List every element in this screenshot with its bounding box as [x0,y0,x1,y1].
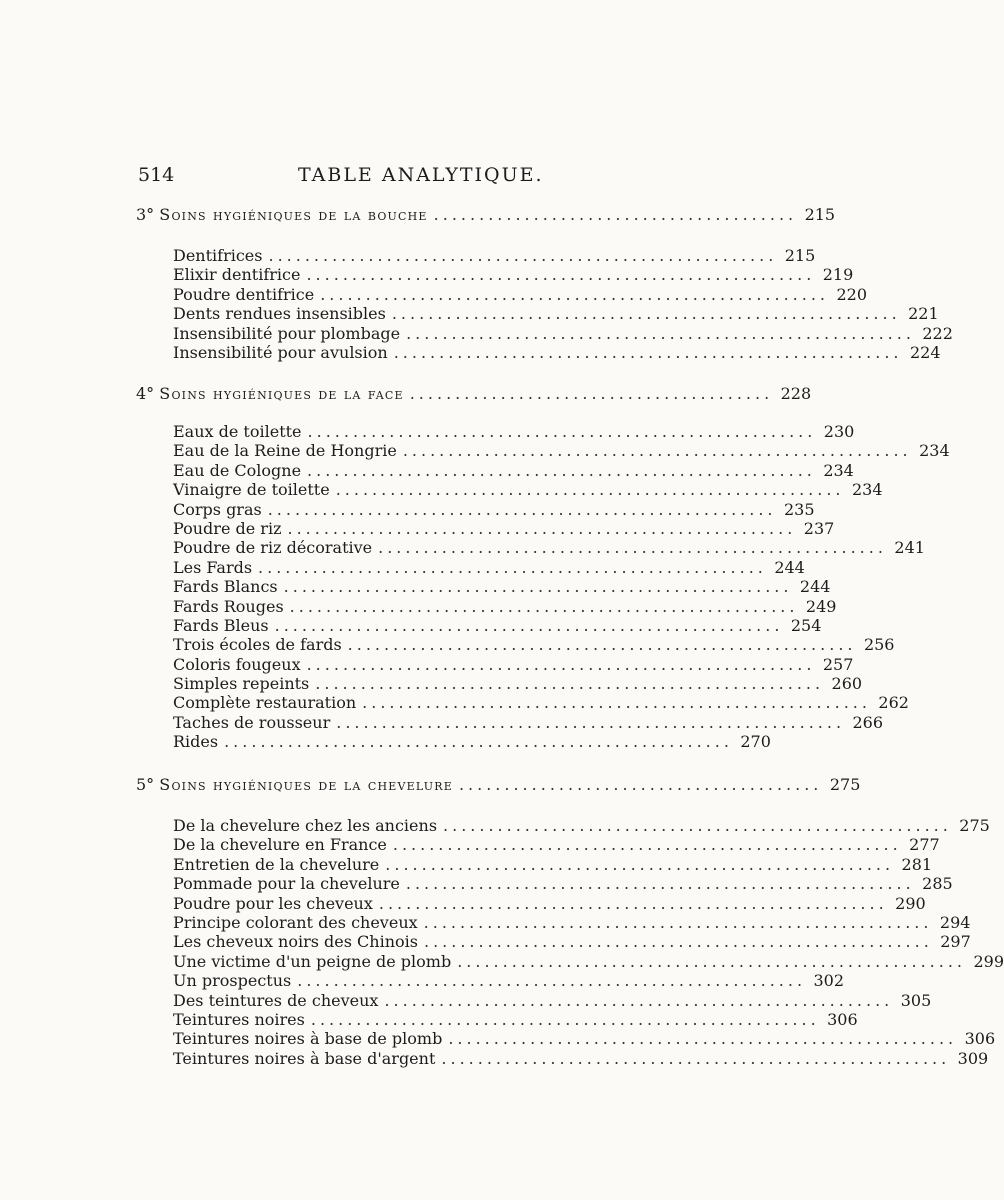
list-item [173,874,953,894]
list-item [173,518,835,538]
list-item [173,284,867,304]
list-item [173,342,941,362]
leader-dots: ........................................................ [310,1009,820,1029]
leader-dots: ........................................................ [307,422,817,441]
entry-page: 281 [901,854,933,874]
section-heading-bouche [136,205,836,227]
entry-page: 230 [823,422,855,441]
list-item [173,499,815,519]
leader-dots: ........................................................ [423,932,933,952]
entry-label: Pommade pour la chevelure [173,874,400,894]
entry-page: 257 [822,654,854,674]
entry-label: Simples repeints [173,674,310,694]
leader-dots: ........................................................ [402,441,912,461]
leader-dots: ........................................................ [423,912,933,932]
section-number: 5° [136,775,155,794]
list-item [173,615,822,635]
leader-dots: ........................................................ [384,990,894,1010]
entry-label: Poudre de riz [173,518,282,538]
entry-page: 297 [940,932,971,952]
entry-page: 221 [908,304,939,324]
leader-dots: ........................................................ [441,1048,951,1068]
leader-dots: ........................................................ [385,854,895,874]
entry-page: 306 [964,1029,996,1049]
entry-page: 306 [827,1009,858,1029]
entry-label: Teintures noires à base d'argent [173,1048,436,1068]
entry-page: 299 [973,951,1004,971]
leader-dots: ........................................................ [335,480,845,500]
entry-page: 256 [863,635,895,655]
leader-dots: ........................................ [433,205,798,224]
list-item [173,893,926,913]
list-item [173,460,854,480]
entry-label: De la chevelure en France [173,835,387,855]
entry-label: Elixir dentifrice [173,265,301,285]
leader-dots: ........................................................ [283,577,793,597]
entry-label: Teintures noires à base de plomb [173,1029,443,1049]
entry-page: 285 [922,874,953,894]
leader-dots: ........................................................ [392,835,902,855]
entry-page: 260 [831,674,863,694]
entry-label: Entretien de la chevelure [173,854,380,874]
leader-dots: ........................................................ [224,732,733,752]
list-item [173,835,940,855]
list-item [173,557,805,577]
entry-page: 235 [783,499,815,519]
entry-label: Une victime d'un peigne de plomb [173,951,452,971]
list-item [173,596,837,616]
entry-page: 305 [900,990,932,1010]
section-title: Soins hygiéniques de la bouche [159,205,428,224]
list-item [173,480,883,500]
list-item [173,912,971,932]
entry-page: 237 [803,518,835,538]
section-title: Soins hygiéniques de la chevelure [159,775,453,794]
entry-label: Poudre de riz décorative [173,538,373,558]
entry-page: 244 [774,557,805,577]
page-header [138,164,668,190]
leader-dots: ........................................................ [267,499,777,519]
entry-page: 234 [823,460,854,480]
entry-label: Fards Bleus [173,615,269,635]
entry-page: 215 [784,246,816,265]
entry-label: Complète restauration [173,693,357,713]
leader-dots: ........................................................ [448,1029,958,1049]
section-number: 3° [136,205,155,224]
entry-label: Coloris fougeux [173,654,301,674]
leader-dots: ........................................................ [347,635,857,655]
list-item [173,635,895,655]
entry-label: Taches de rousseur [173,712,331,732]
list-item [173,990,932,1010]
list-item [173,304,939,324]
section-page: 215 [804,205,836,224]
list-item [173,674,863,694]
section-number: 4° [136,384,155,403]
leader-dots: ........................................................ [362,693,871,713]
section-page: 275 [829,775,861,794]
list-item [173,712,884,732]
list-item [173,577,831,597]
list-item [173,971,845,991]
leader-dots: ........................................................ [393,342,903,362]
entry-page: 249 [805,596,837,616]
list-item [173,441,950,461]
leader-dots: ........................................................ [306,265,816,285]
entry-label: Dentifrices [173,246,263,265]
leader-dots: ........................................................ [307,460,816,480]
entry-label: Poudre pour les cheveux [173,893,373,913]
page-title: TABLE ANALYTIQUE. [298,164,544,186]
entry-label: Corps gras [173,499,262,519]
entry-list-bouche [173,246,953,362]
entry-page: 309 [957,1048,989,1068]
list-item [173,854,933,874]
leader-dots: ........................................................ [289,596,799,616]
entry-label: Eau de Cologne [173,460,302,480]
entry-page: 224 [909,342,941,362]
list-item [173,654,854,674]
entry-label: Insensibilité pour avulsion [173,342,388,362]
list-item [173,323,953,343]
leader-dots: ........................................................ [268,246,778,265]
entry-page: 262 [878,693,909,713]
entry-label: De la chevelure chez les anciens [173,816,438,835]
list-item [173,951,1004,971]
entry-page: 219 [822,265,854,285]
leader-dots: ........................................................ [391,304,901,324]
entry-label: Les cheveux noirs des Chinois [173,932,418,952]
leader-dots: ........................................ [409,384,774,403]
entry-label: Teintures noires [173,1009,305,1029]
leader-dots: ........................................ [458,775,823,794]
entry-label: Poudre dentifrice [173,284,315,304]
entry-page: 275 [959,816,990,835]
list-item [173,265,854,285]
entry-label: Fards Rouges [173,596,284,616]
list-item [173,732,771,752]
entry-label: Trois écoles de fards [173,635,342,655]
entry-label: Dents rendues insensibles [173,304,386,324]
leader-dots: ........................................................ [457,951,967,971]
section-title: Soins hygiéniques de la face [159,384,404,403]
entry-label: Eau de la Reine de Hongrie [173,441,397,461]
section-heading-chevelure [136,775,861,797]
entry-label: Rides [173,732,219,752]
list-item [173,422,855,441]
entry-page: 241 [894,538,925,558]
leader-dots: ........................................................ [297,971,807,991]
leader-dots: ........................................................ [287,518,797,538]
entry-page: 290 [895,893,926,913]
list-item [173,816,990,835]
entry-page: 244 [799,577,831,597]
list-item [173,693,909,713]
entry-page: 266 [852,712,884,732]
leader-dots: ........................................................ [405,874,915,894]
list-item [173,246,816,265]
entry-label: Un prospectus [173,971,292,991]
entry-label: Principe colorant des cheveux [173,912,418,932]
entry-list-face [173,422,950,752]
page-number: 514 [138,164,175,186]
entry-page: 220 [836,284,867,304]
entry-label: Eaux de toilette [173,422,302,441]
list-item [173,1029,996,1049]
leader-dots: ........................................................ [274,615,784,635]
list-item [173,538,925,558]
entry-page: 222 [922,323,953,343]
entry-label: Des teintures de cheveux [173,990,379,1010]
entry-page: 234 [919,441,950,461]
entry-page: 294 [939,912,971,932]
entry-label: Vinaigre de toilette [173,480,330,500]
section-heading-face [136,384,812,406]
list-item [173,932,971,952]
leader-dots: ........................................................ [306,654,816,674]
leader-dots: ........................................................ [320,284,829,304]
entry-label: Fards Blancs [173,577,278,597]
leader-dots: ........................................................ [315,674,825,694]
leader-dots: ........................................................ [378,538,887,558]
leader-dots: ........................................................ [258,557,767,577]
entry-label: Insensibilité pour plombage [173,323,401,343]
leader-dots: ........................................................ [443,816,952,835]
leader-dots: ........................................................ [406,323,915,343]
list-item [173,1009,858,1029]
leader-dots: ........................................................ [378,893,888,913]
entry-page: 270 [740,732,771,752]
entry-page: 234 [851,480,883,500]
list-item [173,1048,989,1068]
leader-dots: ........................................................ [336,712,846,732]
entry-page: 302 [813,971,845,991]
entry-page: 277 [909,835,940,855]
entry-list-chevelure [173,816,1004,1068]
entry-page: 254 [790,615,822,635]
section-page: 228 [780,384,812,403]
entry-label: Les Fards [173,557,253,577]
